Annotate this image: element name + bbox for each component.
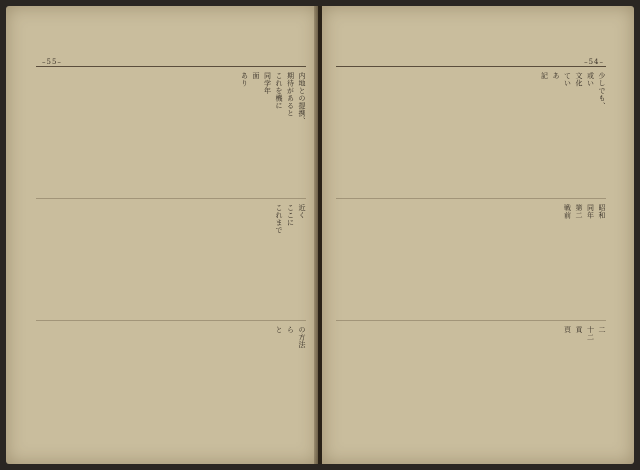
right-text-column: 貢 [575, 326, 583, 334]
right-text-column: 戦前 [563, 204, 572, 219]
right-text-column: 記 [540, 72, 549, 80]
left-page [6, 6, 318, 464]
right-text-column: 昭和 [598, 204, 606, 219]
right-page-number: –54– [584, 58, 604, 66]
right-lower-block [336, 326, 606, 446]
left-text-column: 同学年 [263, 72, 272, 95]
right-text-column: 二 [598, 326, 606, 334]
right-text-column: 第二 [575, 204, 583, 219]
left-text-column: ここに [286, 204, 295, 227]
left-text-column: ら [286, 326, 295, 334]
right-section-divider [336, 198, 606, 199]
left-text-column: 近く [298, 204, 306, 219]
left-upper-block [36, 72, 306, 192]
open-book [6, 6, 634, 464]
right-text-column: あ [552, 72, 560, 80]
left-text-column: と [275, 326, 283, 334]
right-header-rule [336, 66, 606, 67]
right-text-column: 同年 [586, 204, 595, 219]
left-page-number: –55– [42, 58, 62, 66]
right-page [322, 6, 634, 464]
left-text-column: 期待があると [286, 72, 295, 117]
left-text-column: 面 [252, 72, 260, 80]
left-text-column: 内地との提携、 [298, 72, 306, 125]
left-text-column: これを機に [275, 72, 283, 110]
left-text-column: あり [240, 72, 249, 87]
right-text-column: 少しでも、 [598, 72, 606, 110]
left-lower-block [36, 326, 306, 446]
left-text-column: の方法 [298, 326, 306, 349]
left-middle-block [36, 204, 306, 314]
right-text-column: てい [563, 72, 572, 87]
right-text-column: 頁 [563, 326, 572, 334]
right-upper-block [336, 72, 606, 192]
right-middle-block [336, 204, 606, 314]
right-section-divider [336, 320, 606, 321]
left-text-column: これまで [275, 204, 283, 234]
right-text-column: 或い [586, 72, 595, 87]
right-text-column: 十二 [586, 326, 595, 341]
left-section-divider [36, 198, 306, 199]
left-header-rule [36, 66, 306, 67]
left-section-divider [36, 320, 306, 321]
right-text-column: 文化 [575, 72, 583, 87]
